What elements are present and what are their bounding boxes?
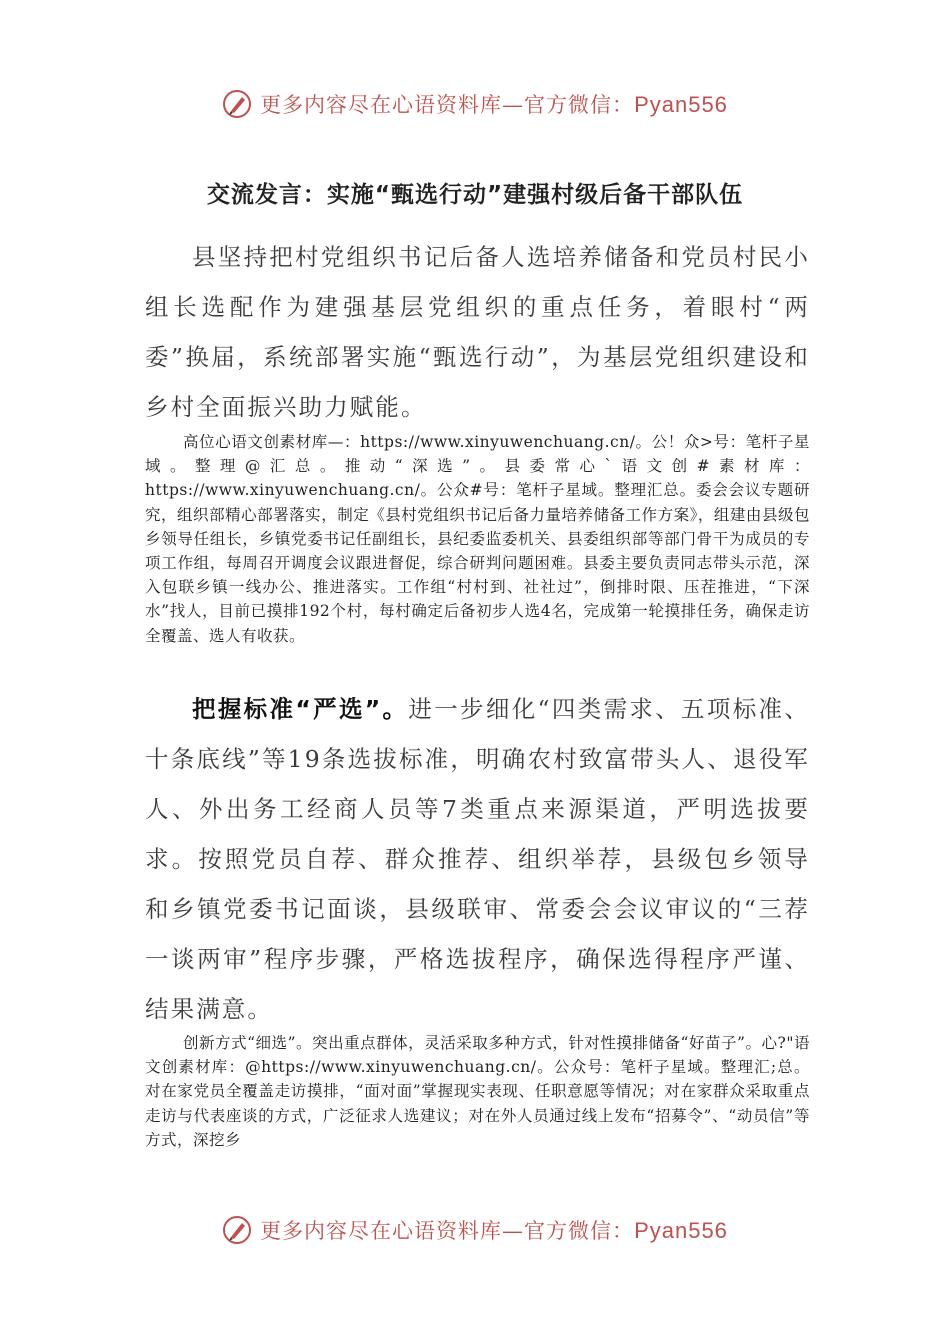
pen-logo-icon [222,89,252,119]
watermark-id: Pyan556 [634,92,728,117]
watermark-banner-top [0,84,950,124]
watermark-banner-bottom [0,1210,950,1250]
paragraph-strict-selection [145,684,810,1034]
paragraph-intro: 县坚持把村党组织书记后备人选培养储备和党员村民小组长选配作为建强基层党组织的重点任务，着眼村“两委”换届，系统部署实施“甄选行动”，为基层党组织建设和乡村全面振兴助力赋能。 [145,243,810,421]
paragraph-fine-selection: 创新方式“细选”。突出重点群体，灵活采取多种方式，针对性摸排储备“好苗子”。心?"语文创素材库：@https://www.xinyuwenchuang.cn/。公众号：笔杆子星域。整理汇;总。对在家党员全覆盖走访摸排，“面对面”掌握现实表现、任职意愿等情况；对在家群众采取重点走访与代表座谈的方式，广泛征求人选建议；对在外人员通过线上发布“招募令”、“动员信”等方式，深挖乡 [145,1034,810,1149]
paragraph-deep-selection: 高位心语文创素材库—：https://www.xinyuwenchuang.cn/。公！众>号：笔杆子星域。整理@汇总。推动“深选”。县委常心`语文创#素材库：https://www.xinyuwenchuang.cn/。公众#号：笔杆子星域。整理汇总。委会会议专题研究，组织部精心部署落实，制定《县村党组织书记后备力量培养储备工作方案》，组建由县级包乡领导任组长，乡镇党委书记任副组长，县纪委监委机关、县委组织部等部门骨干为成员的专项工作组，每周召开调度会议跟进督促，综合研判问题困难。县委主要负责同志带头示范，深入包联乡镇一线办公、推进落实。工作组“村村到、社社过”，倒排时限、压茬推进，“下深水”找人，目前已摸排192个村，每村确定后备初步人选4名，完成第一轮摸排任务，确保走访全覆盖、选人有收获。 [145,433,810,645]
watermark-text: 更多内容尽在心语资料库—官方微信： [260,93,635,117]
paragraph-lead-heading: 把握标准“严选”。 [192,695,409,723]
watermark-id: Pyan556 [634,1218,728,1243]
pen-logo-icon [222,1215,252,1245]
paragraph-body: 进一步细化“四类需求、五项标准、十条底线”等19条选拔标准，明确农村致富带头人、退役军人、外出务工经商人员等7类重点来源渠道，严明选拔要求。按照党员自荐、群众推荐、组织举荐，县级包乡领导和乡镇党委书记面谈，县级联审、常委会会议审议的“三荐一谈两审”程序步骤，严格选拔程序，确保选得程序严谨、结果满意。 [145,695,810,1023]
watermark-text: 更多内容尽在心语资料库—官方微信： [260,1219,635,1243]
document-title: 交流发言：实施“甄选行动”建强村级后备干部队伍 [206,182,744,208]
